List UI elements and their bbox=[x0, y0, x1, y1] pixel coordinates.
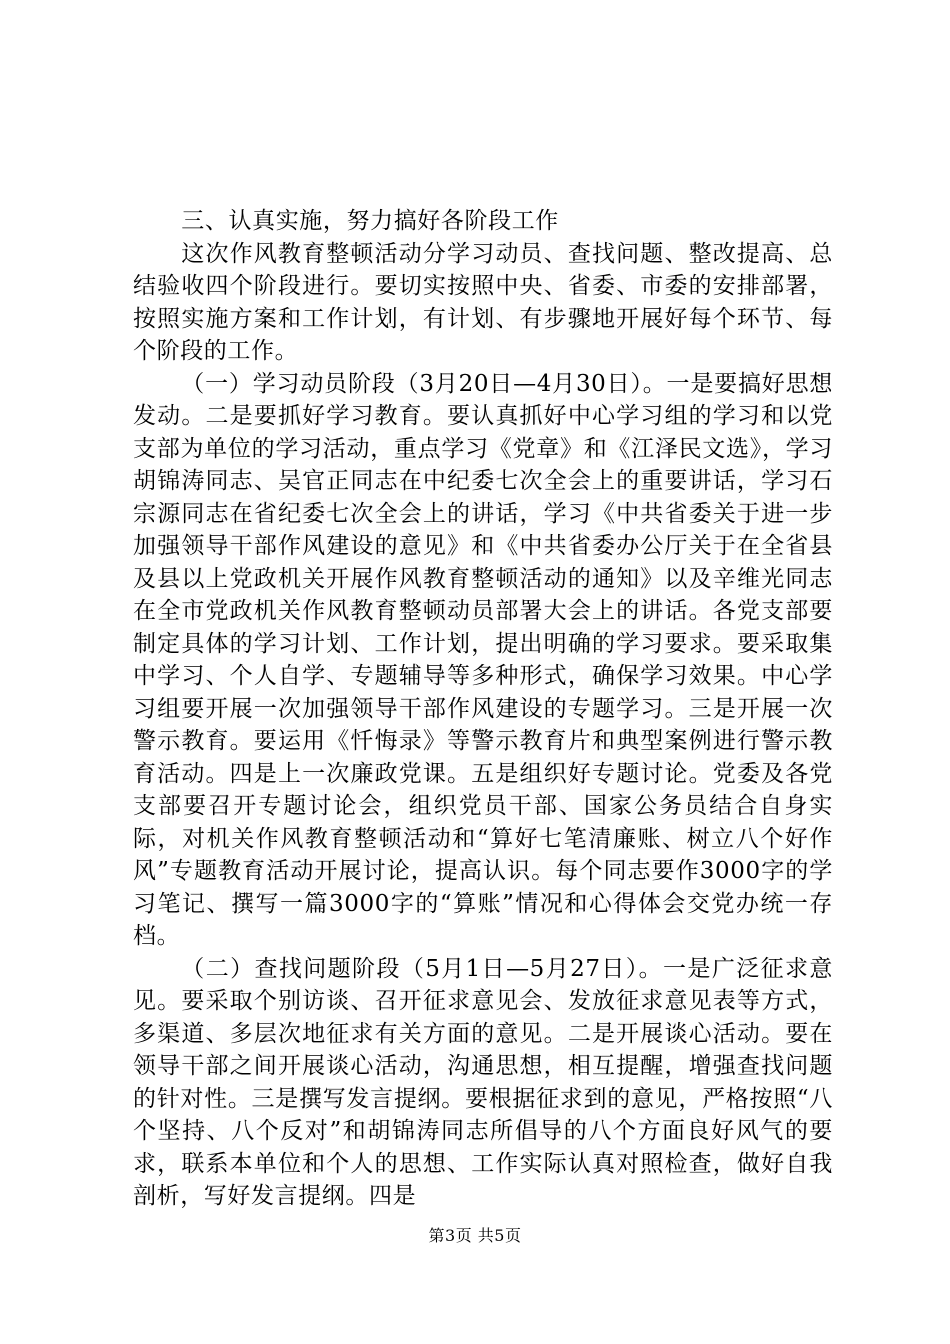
document-body bbox=[133, 205, 833, 1213]
paragraph-stage-two: （二）查找问题阶段（5月1日—5月27日）。一是广泛征求意见。要采取个别访谈、召开征求意见会、发放征求意见表等方式，多渠道、多层次地征求有关方面的意见。二是开展谈心活动。要在领导干部之间开展谈心活动，沟通思想，相互提醒，增强查找问题的针对性。三是撰写发言提纲。要根据征求到的意见，严格按照“八个坚持、八个反对”和胡锦涛同志所倡导的八个方面良好风气的要求，联系本单位和个人的思想、工作实际认真对照检查，做好自我剖析，写好发言提纲。四是 bbox=[133, 955, 833, 1209]
paragraph-stage-one: （一）学习动员阶段（3月20日—4月30日）。一是要搞好思想发动。二是要抓好学习教育。要认真抓好中心学习组的学习和以党支部为单位的学习活动，重点学习《党章》和《江泽民文选》，学习胡锦涛同志、吴官正同志在中纪委七次全会上的重要讲话，学习石宗源同志在省纪委七次全会上的讲话，学习《中共省委关于进一步加强领导干部作风建设的意见》和《中共省委办公厅关于在全省县及县以上党政机关开展作风教育整顿活动的通知》以及辛维光同志在全市党政机关作风教育整顿动员部署大会上的讲话。各党支部要制定具体的学习计划、工作计划，提出明确的学习要求。要采取集中学习、个人自学、专题辅导等多种形式，确保学习效果。中心学习组要开展一次加强领导干部作风建设的专题学习。三是开展一次警示教育。要运用《忏悔录》等警示教育片和典型案例进行警示教育活动。四是上一次廉政党课。五是组织好专题讨论。党委及各党支部要召开专题讨论会，组织党员干部、国家公务员结合自身实际，对机关作风教育整顿活动和“算好七笔清廉账、树立八个好作风”专题教育活动开展讨论，提高认识。每个同志要作3000字的学习笔记、撰写一篇3000字的“算账”情况和心得体会交党办统一存档。 bbox=[133, 370, 833, 949]
section-heading: 三、认真实施，努力搞好各阶段工作 bbox=[181, 208, 559, 234]
paragraph-overview: 这次作风教育整顿活动分学习动员、查找问题、整改提高、总结验收四个阶段进行。要切实按照中央、省委、市委的安排部署，按照实施方案和工作计划，有计划、有步骤地开展好每个环节、每个阶段的工作。 bbox=[133, 240, 833, 364]
page-footer: 第3页 共5页 bbox=[428, 1226, 522, 1245]
